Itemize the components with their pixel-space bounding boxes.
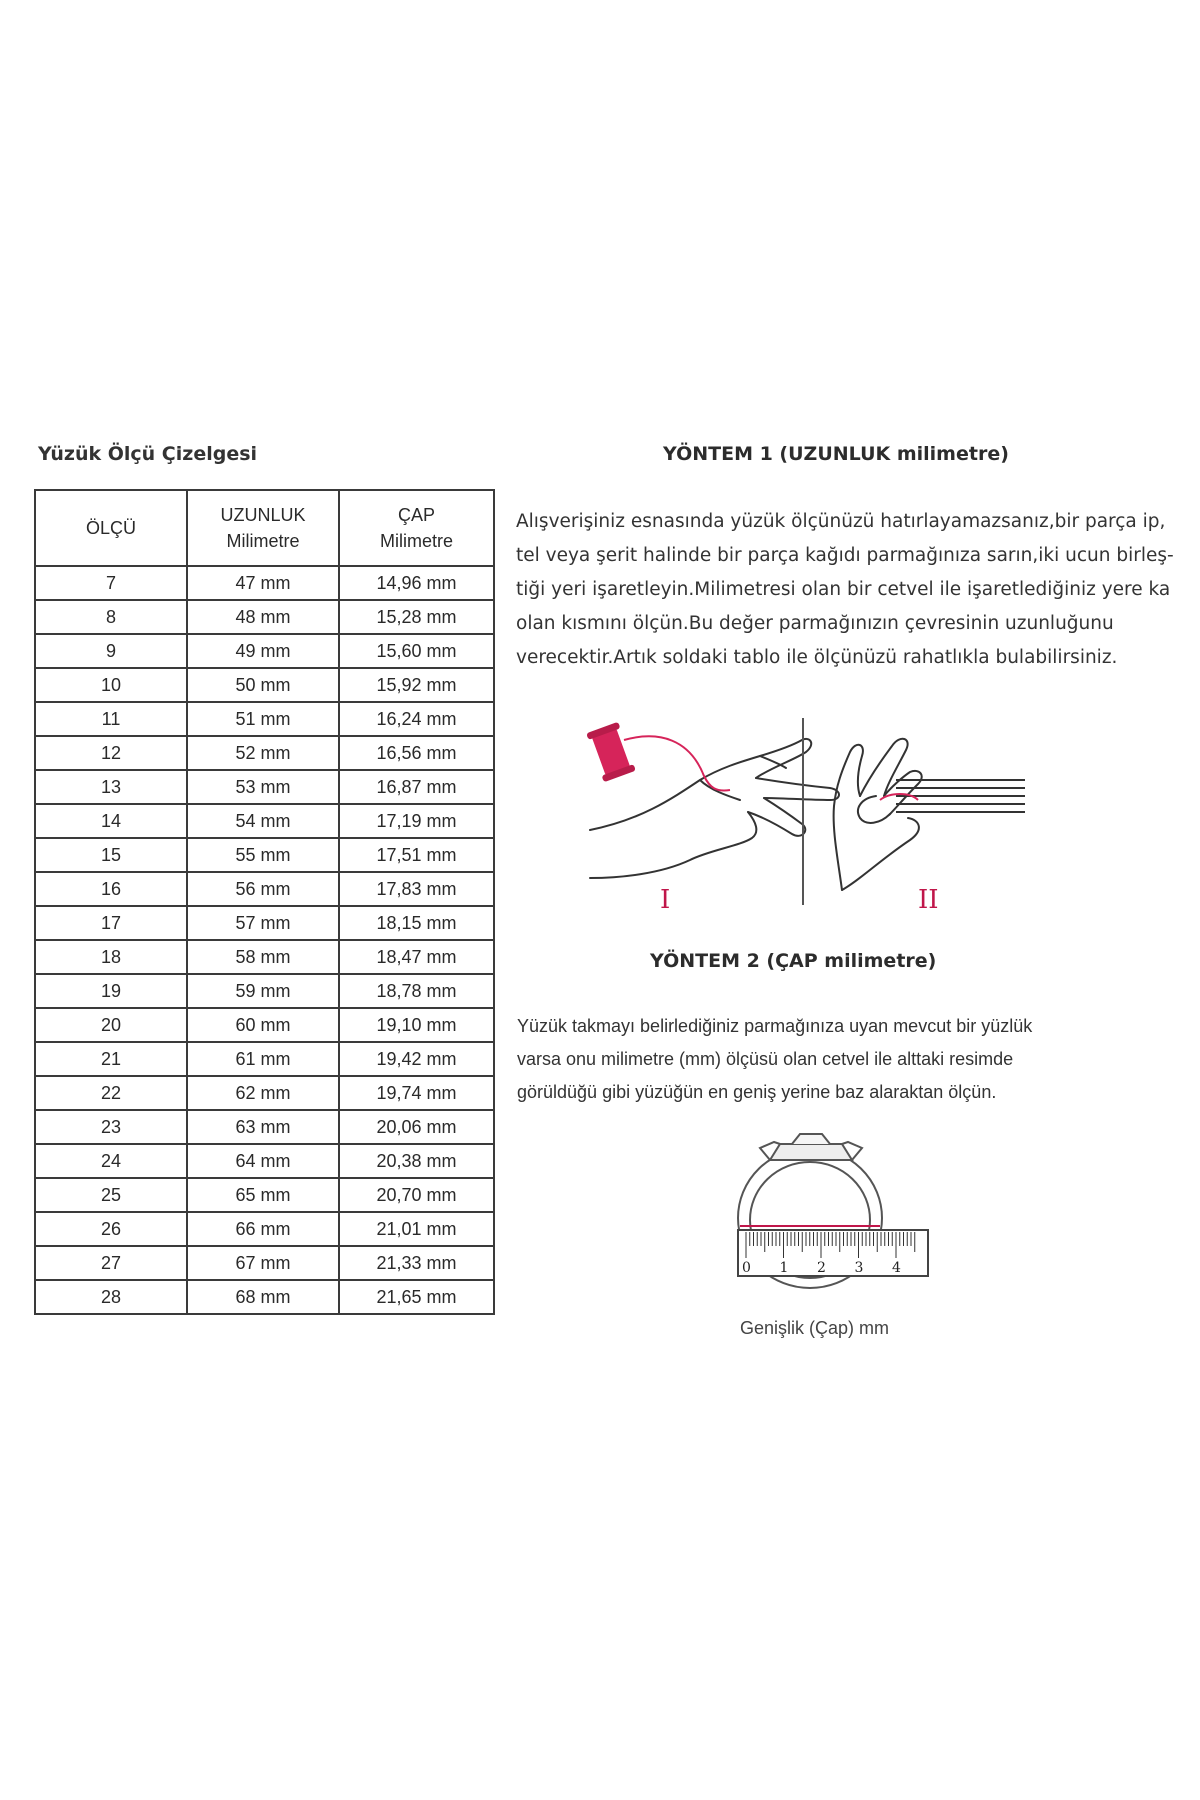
size-cell: 15 — [35, 838, 187, 872]
diameter-cell: 18,47 mm — [339, 940, 494, 974]
length-cell: 58 mm — [187, 940, 339, 974]
diameter-cell: 21,01 mm — [339, 1212, 494, 1246]
size-cell: 26 — [35, 1212, 187, 1246]
size-cell: 22 — [35, 1076, 187, 1110]
table-row — [35, 1042, 494, 1076]
diameter-cell: 20,06 mm — [339, 1110, 494, 1144]
diameter-cell: 18,15 mm — [339, 906, 494, 940]
diameter-cell: 17,83 mm — [339, 872, 494, 906]
size-cell: 10 — [35, 668, 187, 702]
table-row — [35, 600, 494, 634]
size-cell: 18 — [35, 940, 187, 974]
size-cell: 27 — [35, 1246, 187, 1280]
length-cell: 51 mm — [187, 702, 339, 736]
length-cell: 57 mm — [187, 906, 339, 940]
ring-ruler-illustration — [720, 1130, 940, 1300]
length-cell: 63 mm — [187, 1110, 339, 1144]
diameter-cell: 20,38 mm — [339, 1144, 494, 1178]
diameter-cell: 19,10 mm — [339, 1008, 494, 1042]
length-cell: 65 mm — [187, 1178, 339, 1212]
method1-description: Alışverişiniz esnasında yüzük ölçünüzü hatırlayamazsanız,bir parça ip, tel veya şerit halinde bir parça kağıdı parmağınıza sarın,iki ucun birleş- tiği yeri işaretleyin.Milimetresi olan bir cetvel ile işaretlediğiniz yere ka olan kısmını ölçün.Bu değer parmağınızın çevresinin uzunluğunu verecektir.Artık soldaki tablo ile ölçünüzü rahatlıkla bulabilirsiniz. — [516, 511, 1174, 668]
table-row — [35, 1110, 494, 1144]
diameter-cell: 19,74 mm — [339, 1076, 494, 1110]
table-row — [35, 1178, 494, 1212]
size-cell: 21 — [35, 1042, 187, 1076]
table-row — [35, 770, 494, 804]
finger-measure-illustration — [580, 700, 1050, 915]
diameter-cell: 14,96 mm — [339, 566, 494, 600]
thread-spool-icon — [586, 722, 730, 791]
table-row — [35, 1212, 494, 1246]
length-cell: 52 mm — [187, 736, 339, 770]
size-cell: 11 — [35, 702, 187, 736]
size-cell: 16 — [35, 872, 187, 906]
size-cell: 13 — [35, 770, 187, 804]
size-cell: 9 — [35, 634, 187, 668]
ruler-number: 3 — [854, 1260, 864, 1276]
diameter-cell: 19,42 mm — [339, 1042, 494, 1076]
diameter-cell: 15,28 mm — [339, 600, 494, 634]
diameter-cell: 16,56 mm — [339, 736, 494, 770]
ruler-number: 2 — [817, 1260, 826, 1276]
method2-description: Yüzük takmayı belirlediğiniz parmağınıza uyan mevcut bir yüzlük varsa onu milimetre (mm) ölçüsü olan cetvel ile alttaki resimde görüldüğü gibi yüzüğün en geniş yerine baz alaraktan ölçün. — [517, 1016, 1033, 1102]
length-cell: 56 mm — [187, 872, 339, 906]
size-cell: 8 — [35, 600, 187, 634]
table-row — [35, 1008, 494, 1042]
size-cell: 17 — [35, 906, 187, 940]
length-cell: 62 mm — [187, 1076, 339, 1110]
ruler-lines-icon — [896, 780, 1025, 812]
table-row — [35, 940, 494, 974]
diameter-cell: 15,92 mm — [339, 668, 494, 702]
table-row — [35, 974, 494, 1008]
length-cell: 49 mm — [187, 634, 339, 668]
chart-title: Yüzük Ölçü Çizelgesi — [38, 443, 258, 465]
step-two-label: II — [918, 885, 939, 915]
length-cell: 53 mm — [187, 770, 339, 804]
table-row — [35, 566, 494, 600]
step-one-label: I — [660, 885, 671, 915]
table-row — [35, 838, 494, 872]
header-length: UZUNLUK Milimetre — [187, 490, 339, 566]
length-cell: 54 mm — [187, 804, 339, 838]
diameter-cell: 21,65 mm — [339, 1280, 494, 1314]
diameter-cell: 16,24 mm — [339, 702, 494, 736]
ruler-number: 4 — [892, 1260, 901, 1276]
size-cell: 19 — [35, 974, 187, 1008]
table-header-row — [35, 490, 494, 566]
table-row — [35, 668, 494, 702]
size-cell: 20 — [35, 1008, 187, 1042]
diameter-cell: 18,78 mm — [339, 974, 494, 1008]
size-cell: 23 — [35, 1110, 187, 1144]
length-cell: 68 mm — [187, 1280, 339, 1314]
diameter-cell: 15,60 mm — [339, 634, 494, 668]
size-cell: 24 — [35, 1144, 187, 1178]
length-cell: 66 mm — [187, 1212, 339, 1246]
length-cell: 64 mm — [187, 1144, 339, 1178]
ruler-icon — [738, 1230, 928, 1276]
table-row — [35, 1246, 494, 1280]
ruler-caption: Genişlik (Çap) mm — [740, 1318, 890, 1338]
table-row — [35, 872, 494, 906]
pinch-measure-icon — [834, 739, 922, 890]
header-diameter: ÇAP Milimetre — [339, 490, 494, 566]
size-cell: 14 — [35, 804, 187, 838]
table-row — [35, 1144, 494, 1178]
length-cell: 47 mm — [187, 566, 339, 600]
length-cell: 61 mm — [187, 1042, 339, 1076]
table-row — [35, 1280, 494, 1314]
size-cell: 12 — [35, 736, 187, 770]
table-row — [35, 906, 494, 940]
method2-title: YÖNTEM 2 (ÇAP milimetre) — [650, 950, 937, 972]
table-row — [35, 804, 494, 838]
table-body — [35, 566, 494, 1314]
size-table — [34, 489, 495, 1315]
length-cell: 67 mm — [187, 1246, 339, 1280]
method1-title: YÖNTEM 1 (UZUNLUK milimetre) — [663, 443, 1009, 465]
size-cell: 28 — [35, 1280, 187, 1314]
diameter-cell: 21,33 mm — [339, 1246, 494, 1280]
length-cell: 60 mm — [187, 1008, 339, 1042]
table-row — [35, 634, 494, 668]
length-cell: 50 mm — [187, 668, 339, 702]
diameter-cell: 17,51 mm — [339, 838, 494, 872]
diameter-cell: 16,87 mm — [339, 770, 494, 804]
ruler-number: 1 — [779, 1260, 789, 1276]
length-cell: 59 mm — [187, 974, 339, 1008]
size-cell: 7 — [35, 566, 187, 600]
ruler-number: 0 — [742, 1260, 751, 1276]
diameter-cell: 20,70 mm — [339, 1178, 494, 1212]
length-cell: 48 mm — [187, 600, 339, 634]
length-cell: 55 mm — [187, 838, 339, 872]
table-row — [35, 736, 494, 770]
size-cell: 25 — [35, 1178, 187, 1212]
table-row — [35, 702, 494, 736]
table-row — [35, 1076, 494, 1110]
header-size: ÖLÇÜ — [35, 490, 187, 566]
diameter-cell: 17,19 mm — [339, 804, 494, 838]
